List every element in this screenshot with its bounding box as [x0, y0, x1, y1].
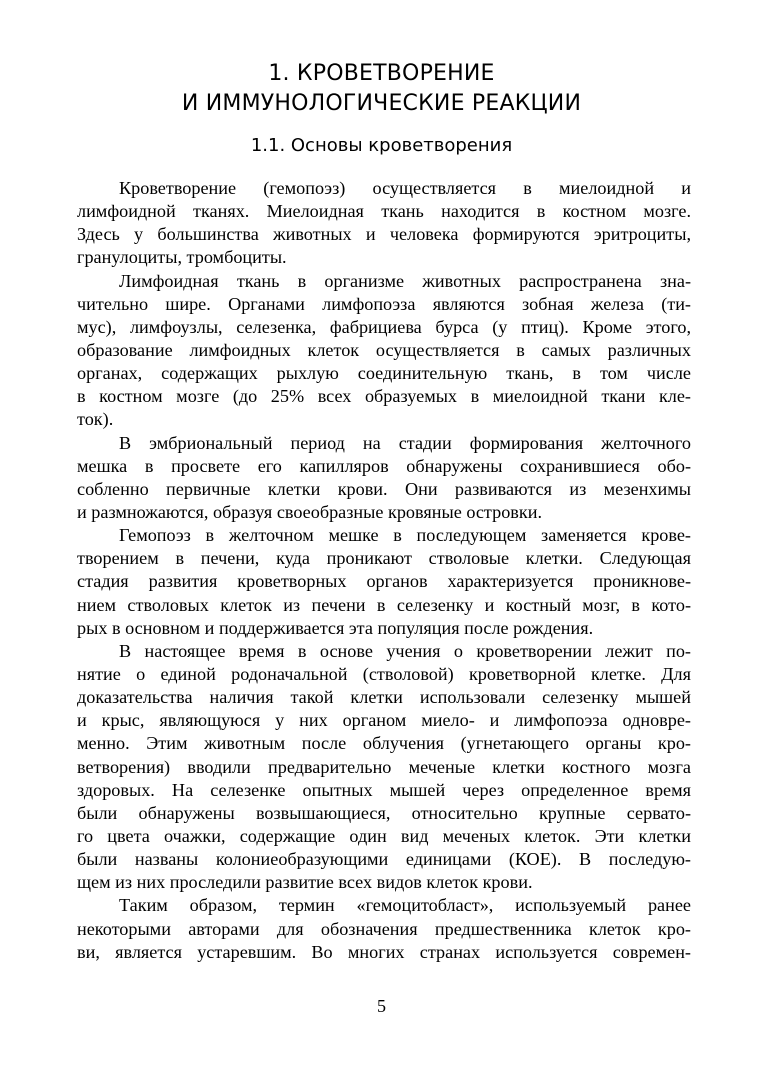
- paragraph-line: Таким образом, термин «гемоцитобласт», используемый ранее: [119, 895, 691, 916]
- paragraph-line: Здесь у большинства животных и человека формируются эритроциты,: [77, 224, 691, 245]
- paragraph-line: го цвета очажки, содержащие один вид меченых клеток. Эти клетки: [77, 825, 691, 846]
- paragraph-line: Лимфоидная ткань в организме животных распространена зна-: [119, 270, 691, 291]
- paragraph-line: собленно первичные клетки крови. Они развиваются из мезенхимы: [77, 478, 691, 499]
- paragraph-line: рых в основном и поддерживается эта популяция после рождения.: [77, 617, 594, 638]
- paragraph-line: ток).: [77, 409, 114, 430]
- paragraph-line: В эмбриональный период на стадии формирования желточного: [119, 432, 691, 453]
- section-title: 1.1. Основы кроветворения: [250, 135, 513, 156]
- paragraph-line: щем из них проследили развитие всех видов клеток крови.: [77, 872, 533, 893]
- paragraph-line: мус), лимфоузлы, селезенка, фабрициева бурса (у птиц). Кроме этого,: [77, 316, 691, 337]
- paragraph-line: доказательства наличия такой клетки использовали селезенку мышей: [77, 687, 691, 708]
- paragraph-line: некоторыми авторами для обозначения предшественника клеток кро-: [77, 918, 691, 939]
- paragraph: [77, 640, 691, 895]
- paragraph-line: ветворения) вводили предварительно меченые клетки костного мозга: [77, 756, 691, 777]
- chapter-title-line-2: И ИММУНОЛОГИЧЕСКИЕ РЕАКЦИИ: [181, 91, 582, 116]
- paragraph-line: были названы колониеобразующими единицами (КОЕ). В последую-: [77, 849, 691, 870]
- paragraph-line: в костном мозге (до 25% всех образуемых в миелоидной ткани кле-: [77, 386, 691, 407]
- chapter-title-line-1: 1. КРОВЕТВОРЕНИЕ: [268, 61, 495, 86]
- paragraph-line: нием стволовых клеток из печени в селезенку и костный мозг, в кото-: [77, 594, 691, 615]
- body-text: [77, 177, 691, 964]
- paragraph-line: стадия развития кроветворных органов характеризуется проникнове-: [77, 571, 691, 592]
- paragraph-line: органах, содержащих рыхлую соединительную ткань, в том числе: [77, 363, 691, 384]
- paragraph-line: В настоящее время в основе учения о кроветворении лежит по-: [119, 640, 691, 661]
- paragraph-line: нятие о единой родоначальной (стволовой) кроветворной клетке. Для: [77, 663, 691, 684]
- paragraph-line: мешка в просвете его капилляров обнаружены сохранившиеся обо-: [77, 455, 691, 476]
- paragraph: [77, 894, 691, 963]
- paragraph-line: творением в печени, куда проникают стволовые клетки. Следующая: [77, 548, 691, 569]
- paragraph: [77, 432, 691, 525]
- paragraph-line: Кроветворение (гемопоэз) осуществляется в миелоидной и: [119, 178, 691, 198]
- page-number: 5: [377, 996, 386, 1016]
- paragraph: [77, 524, 691, 640]
- paragraph-line: и крыс, являющуюся у них органом миело- и лимфопоэза одновре-: [77, 710, 691, 731]
- paragraph-line: гранулоциты, тромбоциты.: [77, 247, 287, 268]
- paragraph-line: образование лимфоидных клеток осуществляется в самых различных: [77, 339, 691, 360]
- paragraph-line: здоровых. На селезенке опытных мышей через определенное время: [77, 779, 691, 800]
- paragraph-line: менно. Этим животным после облучения (угнетающего органы кро-: [77, 733, 691, 754]
- paragraph-line: лимфоидной тканях. Миелоидная ткань находится в костном мозге.: [77, 201, 691, 222]
- paragraph-line: и размножаются, образуя своеобразные кровяные островки.: [77, 501, 542, 522]
- paragraph-line: ви, является устаревшим. Во многих странах используется современ-: [77, 941, 691, 962]
- paragraph: [77, 177, 691, 270]
- paragraph-line: Гемопоэз в желточном мешке в последующем заменяется крове-: [119, 525, 691, 546]
- paragraph: [77, 270, 691, 432]
- paragraph-line: были обнаружены возвышающиеся, относительно крупные сервато-: [77, 802, 691, 823]
- paragraph-line: чительно шире. Органами лимфопоэза являются зобная железа (ти-: [77, 293, 691, 314]
